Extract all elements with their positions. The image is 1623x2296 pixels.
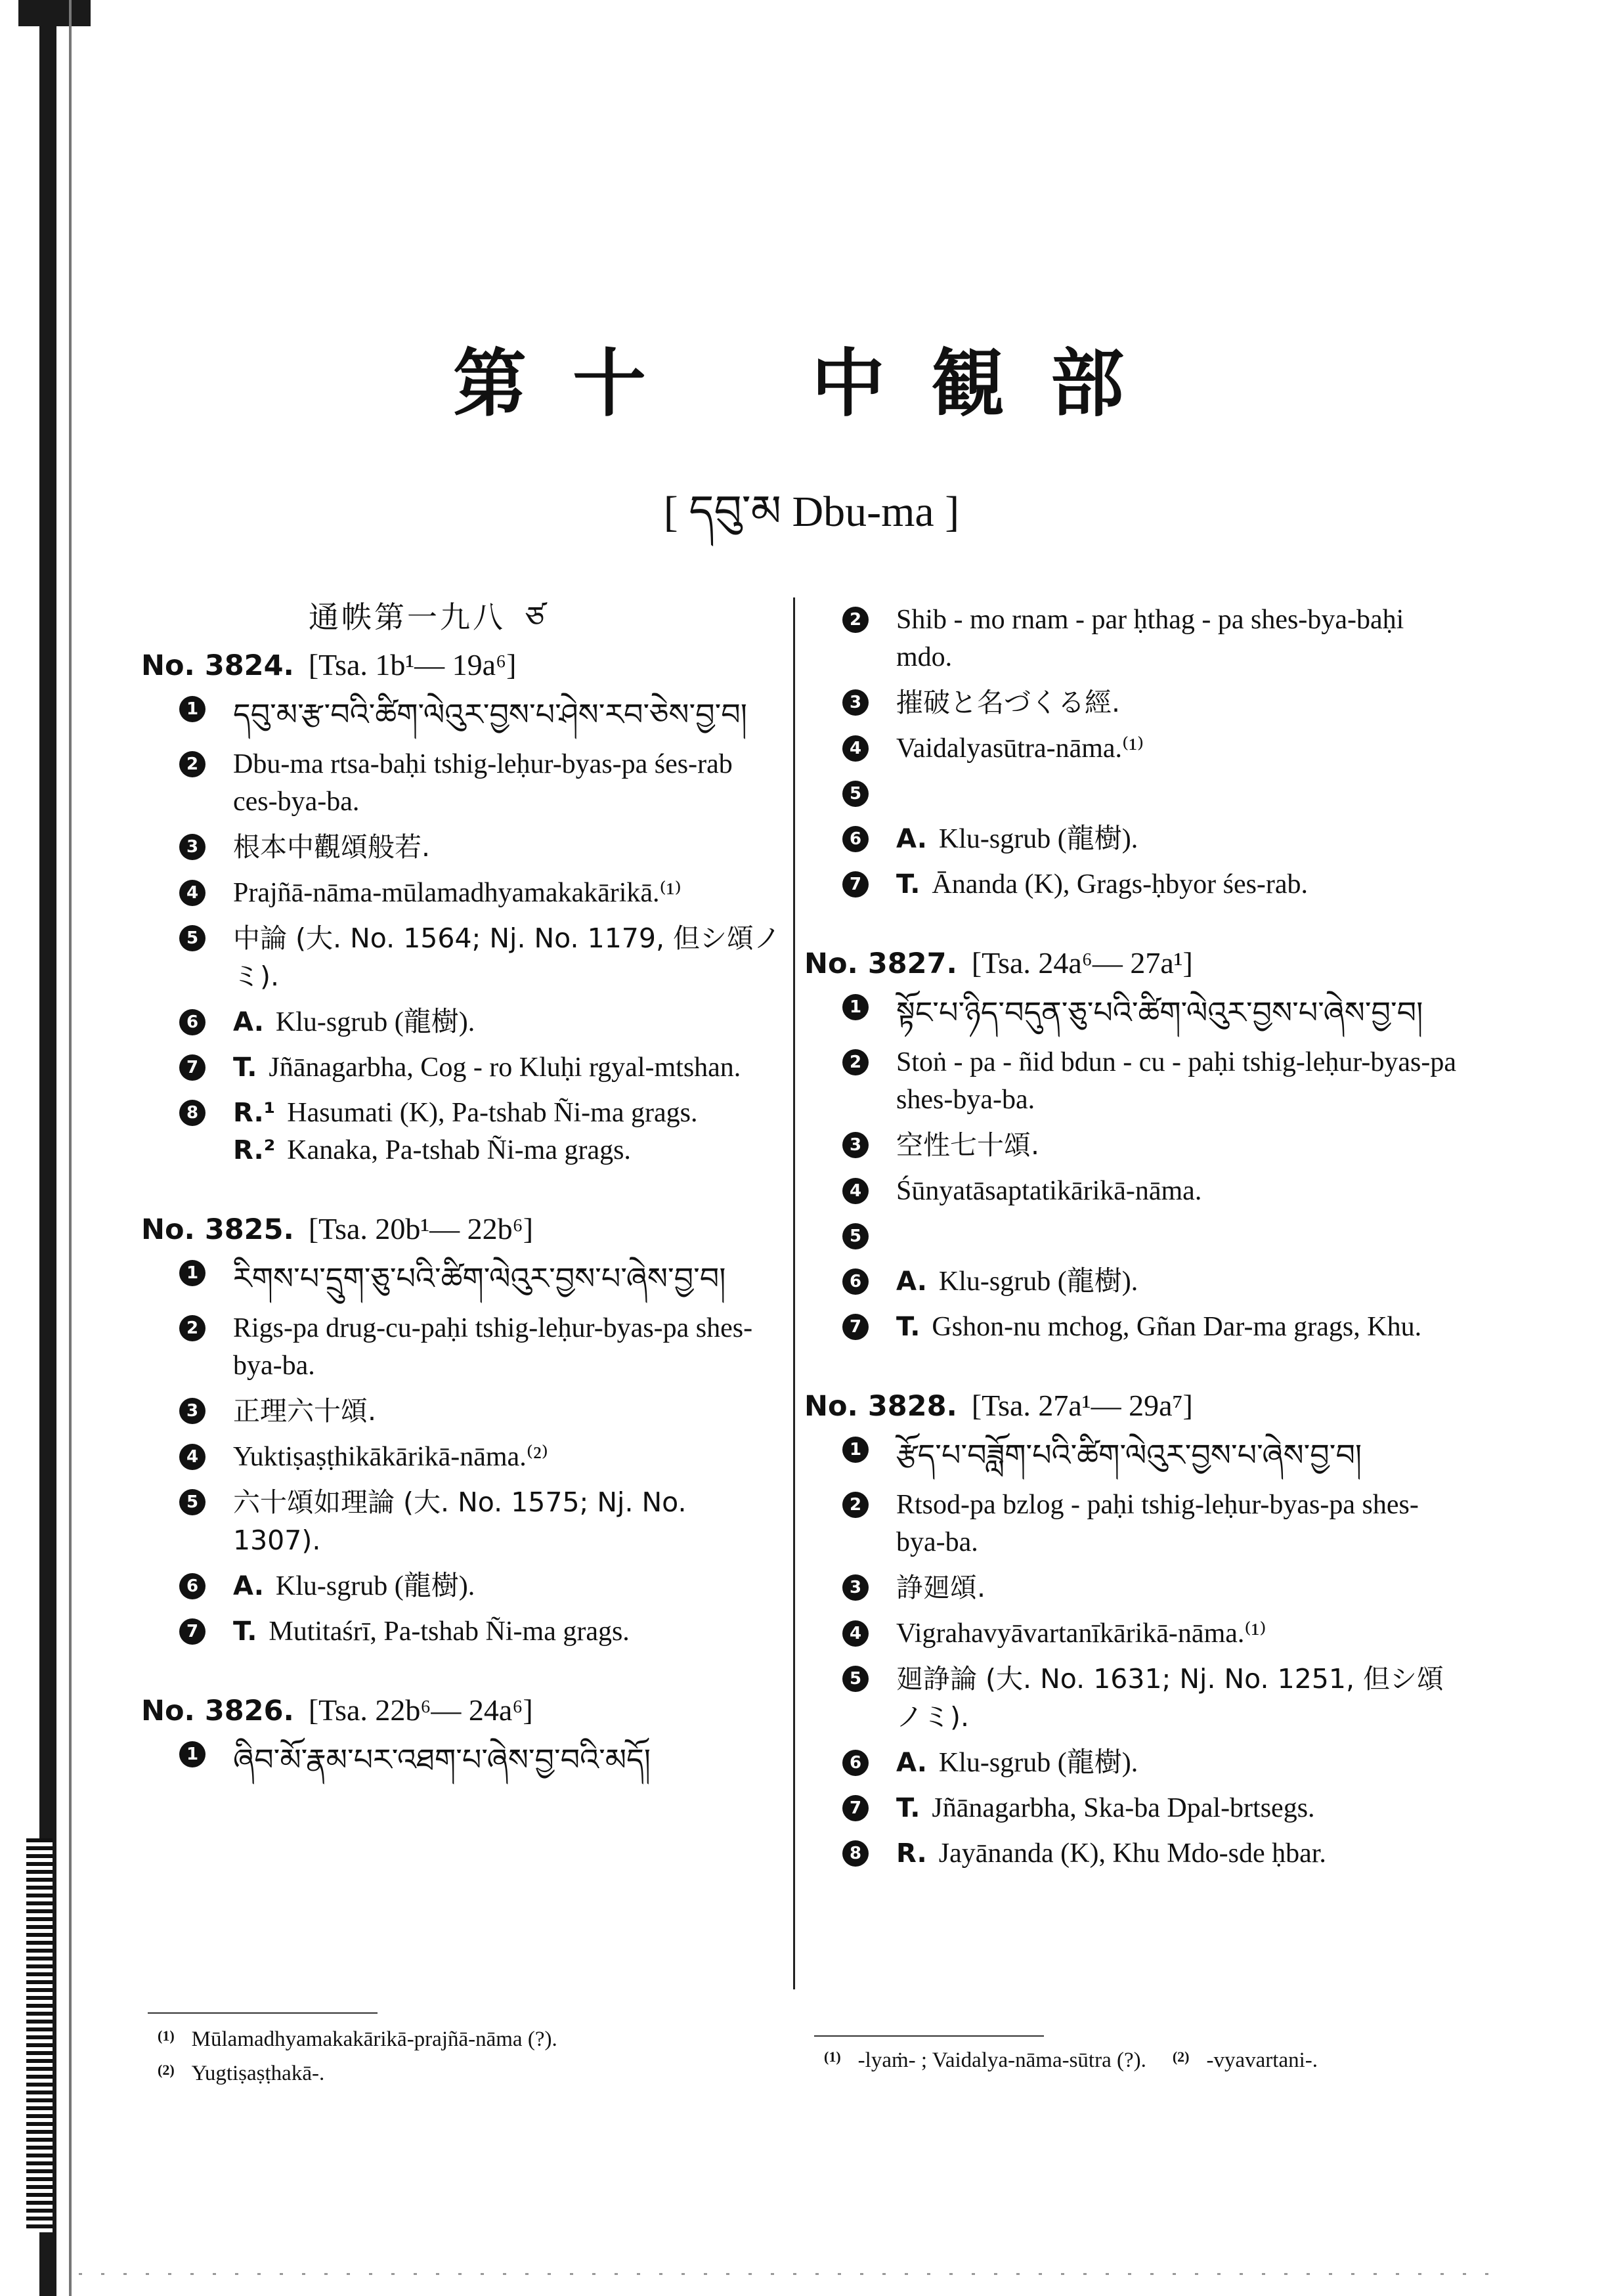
entry-header <box>804 942 1461 985</box>
item-number-badge: 6 <box>179 1573 206 1599</box>
entry-reference: [Tsa. 20b¹— 22b⁶] <box>308 1212 534 1245</box>
item-number-badge: 5 <box>842 1666 869 1692</box>
entry-reference: [Tsa. 24a⁶— 27a¹] <box>971 946 1193 980</box>
left-column <box>141 591 781 1791</box>
role-label: A. <box>233 1007 264 1037</box>
entry-item <box>141 746 781 821</box>
entry-reference: [Tsa. 1b¹— 19a⁶] <box>308 648 517 682</box>
item-number-badge: 3 <box>842 689 869 716</box>
item-text: Jñānagarbha, Ska-ba Dpal-brtsegs. <box>932 1793 1315 1823</box>
entry-number: No. 3827. <box>804 947 957 980</box>
entry-item <box>804 1309 1461 1346</box>
entry-item <box>141 829 781 867</box>
role-label: A. <box>896 1748 927 1778</box>
item-text: Hasumati (K), Pa-tshab Ñi-ma grags. <box>287 1098 698 1128</box>
catalog-entry <box>141 643 781 1169</box>
entry-item <box>804 601 1461 676</box>
entry-item <box>804 1218 1461 1255</box>
item-number-badge: 4 <box>842 1620 869 1647</box>
right-entries <box>804 601 1461 1873</box>
item-text: རིགས་པ་དྲུག་ཅུ་པའི་ཚིག་ལེའུར་བྱས་པ་ཞེས་བྱ་བ། <box>233 1261 726 1296</box>
entry-item <box>141 1393 781 1431</box>
item-number-badge: 6 <box>842 826 869 852</box>
item-text: Kanaka, Pa-tshab Ñi-ma grags. <box>287 1135 631 1165</box>
item-text: Mutitaśrī, Pa-tshab Ñi-ma grags. <box>269 1616 630 1647</box>
item-text: 根本中觀頌般若. <box>233 831 431 863</box>
volume-tibetan: ཙ <box>525 599 545 635</box>
catalog-entry <box>804 942 1461 1346</box>
item-number-badge: 3 <box>179 834 206 860</box>
catalog-entry <box>141 1207 781 1651</box>
item-number-badge: 3 <box>842 1574 869 1601</box>
entry-item <box>141 920 781 996</box>
entry-item <box>804 1486 1461 1561</box>
item-text: Śūnyatāsaptatikārikā-nāma. <box>896 1176 1202 1206</box>
role-label: T. <box>233 1616 257 1647</box>
entry-item <box>804 730 1461 768</box>
entry-header <box>141 1207 781 1251</box>
item-number-badge: 7 <box>842 871 869 898</box>
footnote-rule-right <box>814 2035 1044 2037</box>
item-text: 諍廻頌. <box>896 1572 986 1603</box>
entry-number: No. 3828. <box>804 1390 957 1423</box>
item-text: སྟོང་པ་ཉིད་བདུན་ཅུ་པའི་ཚིག་ལེའུར་བྱས་པ་ཞེས་བྱ་བ། <box>896 995 1423 1030</box>
volume-number: 通帙第一九八 <box>309 599 506 635</box>
page-subtitle: [ དབུ་མ Dbu-ma ] <box>663 488 960 536</box>
role-label: R. <box>896 1838 927 1869</box>
item-number-badge: 7 <box>179 1054 206 1081</box>
entry-item <box>141 691 781 738</box>
item-text: Stoṅ - pa - ñid bdun - cu - paḥi tshig-leḥur-byas-pa shes-bya-ba. <box>896 1047 1456 1115</box>
catalog-entry <box>141 1689 781 1783</box>
footnote-left-2: $^{(2)}$ Yugtiṣaṣṭhakā-. <box>158 2062 325 2085</box>
entry-item <box>804 989 1461 1036</box>
entry-item <box>804 684 1461 722</box>
footnote-rule-left <box>148 2012 378 2014</box>
item-text: 廻諍論 (大. No. 1631; Nj. No. 1251, 但シ頌ノミ). <box>896 1663 1444 1733</box>
entry-item <box>804 1044 1461 1119</box>
item-number-badge: 5 <box>179 925 206 951</box>
entry-item <box>804 1431 1461 1479</box>
item-number-badge: 1 <box>842 1437 869 1463</box>
item-text: Ānanda (K), Grags-ḥbyor śes-rab. <box>932 869 1309 899</box>
entry-reference: [Tsa. 27a¹— 29a⁷] <box>971 1389 1193 1422</box>
item-text: 摧破と名づくる經. <box>896 687 1121 718</box>
entry-number: No. 3824. <box>141 649 294 682</box>
item-text: Vigrahavyāvartanīkārikā-nāma.⁽¹⁾ <box>896 1618 1266 1649</box>
role-label: A. <box>896 824 927 854</box>
catalog-entry <box>804 1384 1461 1873</box>
column-divider <box>793 597 795 1989</box>
item-number-badge: 5 <box>842 781 869 807</box>
entry-item <box>804 1173 1461 1210</box>
entry-item <box>804 1127 1461 1165</box>
item-text: Rigs-pa drug-cu-paḥi tshig-leḥur-byas-pa shes-bya-ba. <box>233 1313 753 1381</box>
role-label: T. <box>233 1052 257 1083</box>
item-text: རྩོད་པ་བཟློག་པའི་ཚིག་ལེའུར་བྱས་པ་ཞེས་བྱ་བ། <box>896 1437 1362 1473</box>
role-label: A. <box>233 1571 264 1601</box>
left-entries <box>141 643 781 1783</box>
item-text: Klu-sgrub (龍樹). <box>938 824 1138 854</box>
item-number-badge: 8 <box>179 1100 206 1126</box>
item-number-badge: 1 <box>179 696 206 722</box>
entry-item <box>141 1736 781 1783</box>
role-label: T. <box>896 1312 920 1342</box>
item-text: 中論 (大. No. 1564; Nj. No. 1179, 但シ頌ノミ). <box>233 922 781 992</box>
entry-header <box>804 1384 1461 1427</box>
entry-number: No. 3825. <box>141 1213 294 1246</box>
role-label: R.² <box>233 1135 276 1165</box>
item-text: Jñānagarbha, Cog - ro Kluḥi rgyal-mtshan. <box>269 1052 741 1083</box>
role-label: T. <box>896 869 920 899</box>
footer-speckle <box>79 2273 1490 2275</box>
item-number-badge: 6 <box>179 1009 206 1035</box>
item-text: Klu-sgrub (龍樹). <box>938 1267 1138 1297</box>
entry-item <box>804 821 1461 858</box>
entry-header <box>141 643 781 687</box>
item-number-badge: 3 <box>179 1398 206 1424</box>
item-text: Prajñā-nāma-mūlamadhyamakakārikā.⁽¹⁾ <box>233 878 682 908</box>
entry-item <box>804 1263 1461 1301</box>
entry-item <box>804 1835 1461 1873</box>
entry-item <box>141 1613 781 1651</box>
item-text: Shib - mo rnam - par ḥthag - pa shes-bya-baḥi mdo. <box>896 605 1404 672</box>
item-number-badge: 5 <box>179 1489 206 1515</box>
item-text: Dbu-ma rtsa-baḥi tshig-leḥur-byas-pa śes-rab ces-bya-ba. <box>233 749 733 817</box>
item-number-badge: 4 <box>179 880 206 906</box>
role-label: T. <box>896 1793 920 1823</box>
entry-item <box>804 1615 1461 1653</box>
entry-item <box>141 1004 781 1041</box>
item-number-badge: 7 <box>842 1795 869 1821</box>
item-number-badge: 4 <box>842 1178 869 1204</box>
entry-number: No. 3826. <box>141 1695 294 1727</box>
right-column <box>804 597 1461 1880</box>
item-number-badge: 2 <box>842 1492 869 1518</box>
entry-item <box>141 1310 781 1385</box>
footnote-left-1: $^{(1)}$ Mūlamadhyamakakārikā-prajñā-nāma (?). <box>158 2027 557 2051</box>
entry-item <box>141 1049 781 1087</box>
entry-item <box>141 1484 781 1560</box>
entry-header <box>141 1689 781 1732</box>
role-label: R.¹ <box>233 1098 276 1128</box>
item-number-badge: 6 <box>842 1750 869 1776</box>
entry-item <box>141 875 781 912</box>
item-number-badge: 3 <box>842 1132 869 1158</box>
item-text: ཞིབ་མོ་རྣམ་པར་འཐག་པ་ཞེས་བྱ་བའི་མདོ། <box>233 1742 651 1777</box>
entry-item <box>141 1094 781 1169</box>
entry-item <box>804 775 1461 813</box>
item-number-badge: 1 <box>842 994 869 1020</box>
item-text: དབུ་མ་རྩ་བའི་ཚིག་ལེའུར་བྱས་པ་ཤེས་རབ་ཅེས་བྱ་བ། <box>233 697 747 732</box>
item-text: Klu-sgrub (龍樹). <box>275 1007 475 1037</box>
item-number-badge: 7 <box>842 1314 869 1340</box>
item-text: Jayānanda (K), Khu Mdo-sde ḥbar. <box>938 1838 1326 1869</box>
item-text: Klu-sgrub (龍樹). <box>938 1748 1138 1778</box>
entry-item <box>804 1744 1461 1782</box>
item-number-badge: 5 <box>842 1223 869 1249</box>
entry-reference: [Tsa. 22b⁶— 24a⁶] <box>308 1693 533 1727</box>
item-number-badge: 2 <box>842 607 869 633</box>
entry-item <box>804 1660 1461 1737</box>
item-text: Rtsod-pa bzlog - paḥi tshig-leḥur-byas-pa shes-bya-ba. <box>896 1490 1419 1557</box>
item-text: 六十頌如理論 (大. No. 1575; Nj. No. 1307). <box>233 1486 687 1556</box>
item-number-badge: 4 <box>179 1444 206 1470</box>
item-number-badge: 1 <box>179 1741 206 1767</box>
item-text: Klu-sgrub (龍樹). <box>275 1571 475 1601</box>
item-text: Vaidalyasūtra-nāma.⁽¹⁾ <box>896 733 1144 764</box>
item-text: 正理六十頌. <box>233 1395 377 1427</box>
entry-item <box>804 1790 1461 1827</box>
catalog-entry <box>804 601 1461 903</box>
item-number-badge: 2 <box>179 751 206 777</box>
item-text: Yuktiṣaṣṭhikākārikā-nāma.⁽²⁾ <box>233 1442 548 1472</box>
item-number-badge: 6 <box>842 1268 869 1295</box>
item-number-badge: 2 <box>179 1315 206 1341</box>
volume-line <box>141 591 781 643</box>
role-label: A. <box>896 1267 927 1297</box>
item-number-badge: 1 <box>179 1260 206 1286</box>
item-text: 空性七十頌. <box>896 1129 1040 1161</box>
entry-item <box>141 1568 781 1605</box>
entry-item <box>141 1255 781 1302</box>
item-text: Gshon-nu mchog, Gñan Dar-ma grags, Khu. <box>932 1312 1422 1342</box>
entry-item <box>804 1569 1461 1607</box>
page-title: 第十 中観部 <box>453 341 1170 427</box>
entry-item <box>804 866 1461 903</box>
footnote-right: $^{(1)}$ -lyaṁ- ; Vaidalya-nāma-sūtra (?). $^{(2)}$ -vyavartani-. <box>824 2048 1318 2072</box>
binding-speckle <box>26 1838 53 2232</box>
item-number-badge: 7 <box>179 1618 206 1645</box>
item-number-badge: 4 <box>842 735 869 762</box>
item-number-badge: 2 <box>842 1049 869 1075</box>
item-number-badge: 8 <box>842 1840 869 1867</box>
entry-item <box>141 1439 781 1476</box>
